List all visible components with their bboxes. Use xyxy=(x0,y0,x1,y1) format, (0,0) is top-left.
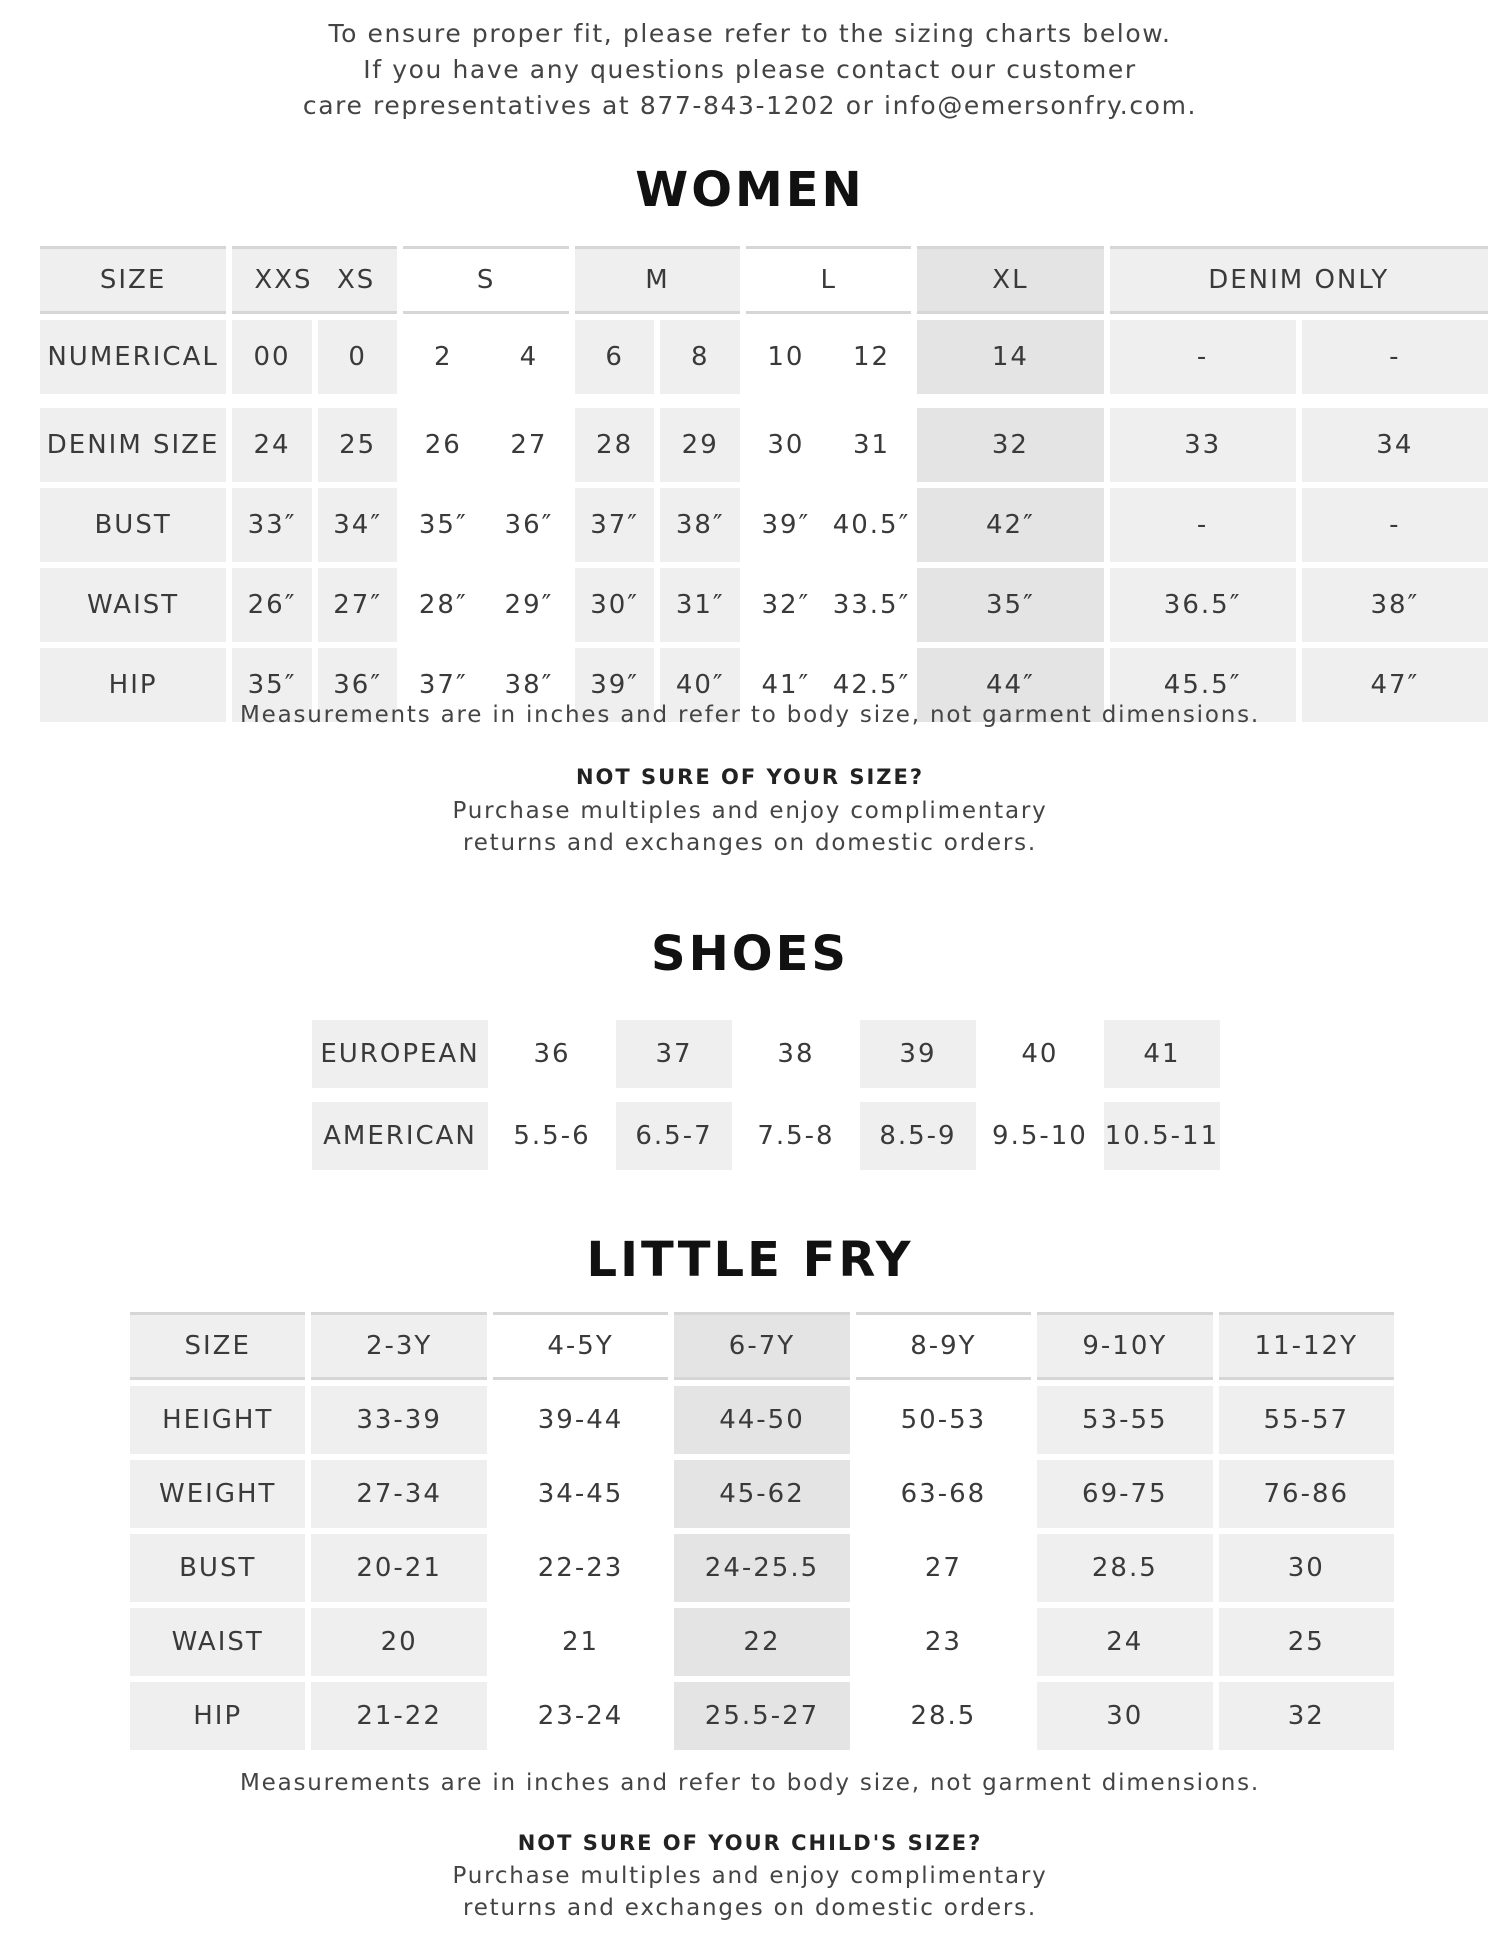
table-cell: 27 xyxy=(856,1534,1031,1602)
kids-size-question: NOT SURE OF YOUR CHILD'S SIZE? xyxy=(517,1831,983,1855)
table-row xyxy=(130,1460,1394,1528)
women-size-m: M xyxy=(575,246,740,314)
table-cell: 4 xyxy=(489,320,569,394)
table-cell: 7.5-8 xyxy=(738,1102,854,1170)
kids-size-col: 6-7Y xyxy=(674,1312,849,1380)
table-cell: 36″ xyxy=(318,648,398,722)
table-cell: 63-68 xyxy=(856,1460,1031,1528)
table-cell: 44-50 xyxy=(674,1386,849,1454)
row-label: BUST xyxy=(40,488,226,562)
table-cell: 50-53 xyxy=(856,1386,1031,1454)
table-cell: 24 xyxy=(232,408,312,482)
table-cell: 22-23 xyxy=(493,1534,668,1602)
table-cell: 30 xyxy=(746,408,826,482)
kids-measure-note: Measurements are in inches and refer to body size, not garment dimensions. xyxy=(240,1770,1260,1796)
table-cell: 37″ xyxy=(575,488,655,562)
table-cell: 22 xyxy=(674,1608,849,1676)
table-cell: 30″ xyxy=(575,568,655,642)
table-cell: - xyxy=(1302,488,1488,562)
kids-returns-text xyxy=(0,1860,1500,1924)
table-cell: 28.5 xyxy=(1037,1534,1212,1602)
table-cell: 33.5″ xyxy=(832,568,912,642)
table-cell: 40″ xyxy=(660,648,740,722)
women-returns-line-1: Purchase multiples and enjoy complimentary xyxy=(452,798,1048,824)
kids-size-col: 2-3Y xyxy=(311,1312,486,1380)
women-measure-note: Measurements are in inches and refer to body size, not garment dimensions. xyxy=(240,702,1260,728)
table-row xyxy=(312,1102,1220,1170)
table-row xyxy=(130,1534,1394,1602)
table-cell: 33 xyxy=(1110,408,1296,482)
table-cell: 5.5-6 xyxy=(494,1102,610,1170)
table-cell: 29 xyxy=(660,408,740,482)
row-label: AMERICAN xyxy=(312,1102,488,1170)
table-cell: 33-39 xyxy=(311,1386,486,1454)
table-row xyxy=(130,1682,1394,1750)
table-cell: 39-44 xyxy=(493,1386,668,1454)
intro-line-3: care representatives at 877-843-1202 or info@emersonfry.com. xyxy=(302,91,1198,120)
table-cell: 30 xyxy=(1219,1534,1394,1602)
table-cell: - xyxy=(1302,320,1488,394)
women-body xyxy=(40,314,1488,722)
table-row xyxy=(40,488,1488,562)
table-row xyxy=(40,408,1488,482)
women-size-s: S xyxy=(403,246,568,314)
shoes-title: SHOES xyxy=(651,926,849,982)
table-cell: 38″ xyxy=(660,488,740,562)
table-cell: 40 xyxy=(982,1020,1098,1088)
row-label: BUST xyxy=(130,1534,305,1602)
kids-size-col: 8-9Y xyxy=(856,1312,1031,1380)
table-cell: 41 xyxy=(1104,1020,1220,1088)
table-cell: 35″ xyxy=(403,488,483,562)
table-row xyxy=(130,1386,1394,1454)
row-label: HIP xyxy=(40,648,226,722)
table-cell: 00 xyxy=(232,320,312,394)
table-cell: 24 xyxy=(1037,1608,1212,1676)
table-cell: 20 xyxy=(311,1608,486,1676)
table-cell: 32″ xyxy=(746,568,826,642)
table-cell: 23 xyxy=(856,1608,1031,1676)
table-cell: 34-45 xyxy=(493,1460,668,1528)
table-cell: 25 xyxy=(1219,1608,1394,1676)
table-cell: 37″ xyxy=(403,648,483,722)
table-row xyxy=(130,1608,1394,1676)
table-cell: 28″ xyxy=(403,568,483,642)
table-cell: 31″ xyxy=(660,568,740,642)
women-size-l: L xyxy=(746,246,911,314)
table-cell: 26 xyxy=(403,408,483,482)
table-cell: 38″ xyxy=(489,648,569,722)
table-cell: 2 xyxy=(403,320,483,394)
table-cell: 24-25.5 xyxy=(674,1534,849,1602)
table-row xyxy=(312,1020,1220,1088)
table-cell: 25 xyxy=(318,408,398,482)
table-cell: 35″ xyxy=(232,648,312,722)
kids-size-col: 11-12Y xyxy=(1219,1312,1394,1380)
kids-size-col: 4-5Y xyxy=(493,1312,668,1380)
table-cell: 53-55 xyxy=(1037,1386,1212,1454)
table-cell: 41″ xyxy=(746,648,826,722)
table-cell: 12 xyxy=(832,320,912,394)
kids-body xyxy=(130,1380,1394,1750)
table-cell: 31 xyxy=(832,408,912,482)
women-size-denim-only: DENIM ONLY xyxy=(1110,246,1488,314)
table-cell: 39″ xyxy=(575,648,655,722)
table-cell: 33″ xyxy=(232,488,312,562)
table-cell: 10.5-11 xyxy=(1104,1102,1220,1170)
women-size-question: NOT SURE OF YOUR SIZE? xyxy=(575,765,925,789)
table-cell: 6 xyxy=(575,320,655,394)
size-xs: XS xyxy=(336,265,376,295)
table-cell: 35″ xyxy=(917,568,1103,642)
table-cell: 27-34 xyxy=(311,1460,486,1528)
table-cell: 0 xyxy=(318,320,398,394)
table-cell: 42.5″ xyxy=(832,648,912,722)
table-cell: 23-24 xyxy=(493,1682,668,1750)
kids-returns-line-2: returns and exchanges on domestic orders. xyxy=(462,1895,1038,1921)
little-fry-title: LITTLE FRY xyxy=(586,1232,914,1288)
row-label: WEIGHT xyxy=(130,1460,305,1528)
table-cell: - xyxy=(1110,320,1296,394)
women-title: WOMEN xyxy=(635,162,865,218)
table-cell: 34″ xyxy=(318,488,398,562)
intro-line-1: To ensure proper fit, please refer to the sizing charts below. xyxy=(328,19,1172,48)
table-cell: 45.5″ xyxy=(1110,648,1296,722)
row-label: DENIM SIZE xyxy=(40,408,226,482)
intro-text xyxy=(0,16,1500,124)
table-cell: 8.5-9 xyxy=(860,1102,976,1170)
table-cell: 39 xyxy=(860,1020,976,1088)
table-cell: 30 xyxy=(1037,1682,1212,1750)
table-cell: 44″ xyxy=(917,648,1103,722)
table-cell: 34 xyxy=(1302,408,1488,482)
row-label: HIP xyxy=(130,1682,305,1750)
row-label: NUMERICAL xyxy=(40,320,226,394)
table-cell: 28.5 xyxy=(856,1682,1031,1750)
row-label: WAIST xyxy=(130,1608,305,1676)
table-row xyxy=(40,320,1488,394)
table-cell: - xyxy=(1110,488,1296,562)
table-cell: 37 xyxy=(616,1020,732,1088)
row-label: HEIGHT xyxy=(130,1386,305,1454)
kids-size-label: SIZE xyxy=(130,1312,305,1380)
table-cell: 21-22 xyxy=(311,1682,486,1750)
women-size-table xyxy=(34,246,1494,722)
table-cell: 27″ xyxy=(318,568,398,642)
table-cell: 20-21 xyxy=(311,1534,486,1602)
table-cell: 38 xyxy=(738,1020,854,1088)
table-cell: 25.5-27 xyxy=(674,1682,849,1750)
table-cell: 27 xyxy=(489,408,569,482)
women-size-label: SIZE xyxy=(40,246,226,314)
table-cell: 38″ xyxy=(1302,568,1488,642)
women-header-row xyxy=(40,246,1488,314)
table-cell: 6.5-7 xyxy=(616,1102,732,1170)
row-label: WAIST xyxy=(40,568,226,642)
table-cell: 29″ xyxy=(489,568,569,642)
table-cell: 76-86 xyxy=(1219,1460,1394,1528)
shoes-body xyxy=(312,1020,1220,1170)
table-cell: 8 xyxy=(660,320,740,394)
table-cell: 55-57 xyxy=(1219,1386,1394,1454)
row-label: EUROPEAN xyxy=(312,1020,488,1088)
row-spacer xyxy=(40,394,1488,408)
table-cell: 28 xyxy=(575,408,655,482)
table-cell: 40.5″ xyxy=(832,488,912,562)
women-size-xl: XL xyxy=(917,246,1103,314)
table-cell: 69-75 xyxy=(1037,1460,1212,1528)
table-cell: 9.5-10 xyxy=(982,1102,1098,1170)
little-fry-size-table xyxy=(124,1312,1400,1750)
table-cell: 45-62 xyxy=(674,1460,849,1528)
table-cell: 32 xyxy=(1219,1682,1394,1750)
shoes-size-table xyxy=(306,1006,1226,1184)
kids-size-col: 9-10Y xyxy=(1037,1312,1212,1380)
table-cell: 10 xyxy=(746,320,826,394)
table-cell: 39″ xyxy=(746,488,826,562)
table-cell: 14 xyxy=(917,320,1103,394)
kids-header-row xyxy=(130,1312,1394,1380)
table-cell: 36″ xyxy=(489,488,569,562)
table-cell: 26″ xyxy=(232,568,312,642)
table-row xyxy=(40,568,1488,642)
table-cell: 21 xyxy=(493,1608,668,1676)
table-cell: 36.5″ xyxy=(1110,568,1296,642)
women-size-xxs-xs xyxy=(232,246,397,314)
kids-returns-line-1: Purchase multiples and enjoy complimentary xyxy=(452,1863,1048,1889)
table-cell: 32 xyxy=(917,408,1103,482)
women-returns-text xyxy=(0,795,1500,859)
table-cell: 42″ xyxy=(917,488,1103,562)
table-cell: 36 xyxy=(494,1020,610,1088)
table-cell: 47″ xyxy=(1302,648,1488,722)
women-returns-line-2: returns and exchanges on domestic orders. xyxy=(462,830,1038,856)
size-xxs: XXS xyxy=(254,265,313,295)
intro-line-2: If you have any questions please contact our customer xyxy=(363,55,1137,84)
